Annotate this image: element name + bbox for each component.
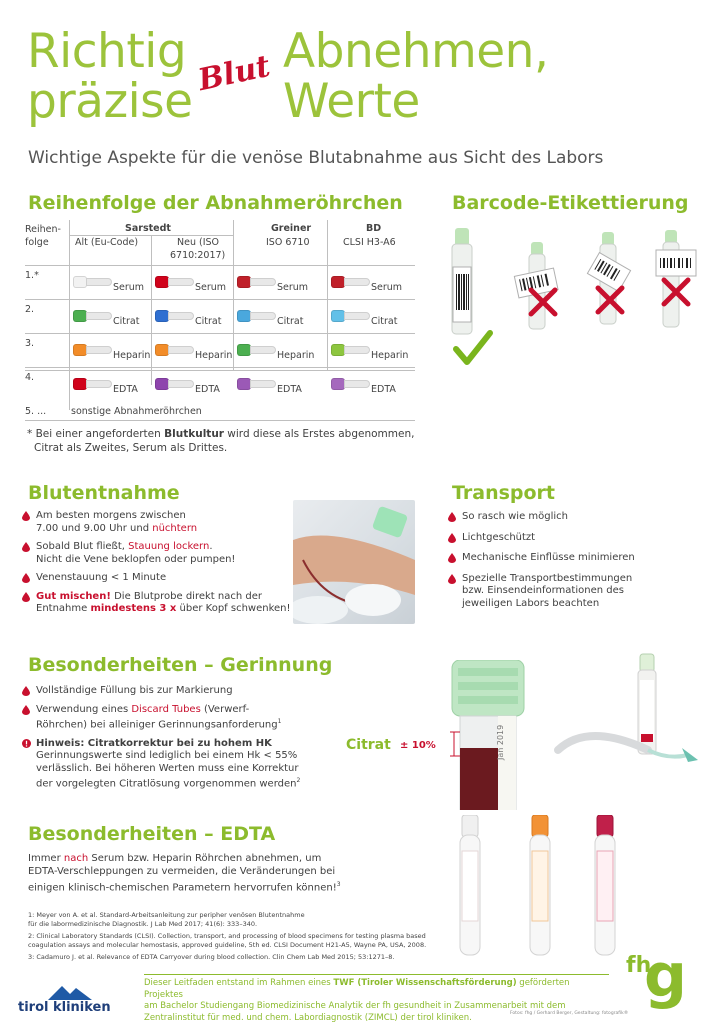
list-item: Vollständige Füllung bis zur Markierung	[22, 685, 322, 698]
tube-body	[250, 278, 276, 286]
tube-label: EDTA	[371, 384, 396, 395]
row-divider	[25, 333, 415, 334]
tube-label: Serum	[195, 282, 227, 293]
citrat-tube-text: Jan 2019	[496, 724, 505, 760]
col-bd-sub: CLSI H3-A6	[343, 237, 396, 248]
tube-cap	[237, 378, 251, 390]
blutkultur-note: * Bei einer angeforderten Blutkultur wird diese als Erstes abgenommen, Citrat als Zweites, Serum als Drittes.	[27, 428, 415, 454]
col-sarstedt: Sarstedt	[125, 223, 171, 234]
tube-body	[344, 380, 370, 388]
tube-cap	[73, 344, 87, 356]
tube-label: Heparin	[371, 350, 409, 361]
drop-icon	[22, 592, 30, 602]
transport-heading: Transport	[452, 482, 556, 504]
tube-order-table	[25, 220, 415, 430]
tirol-kliniken-logo: tirol kliniken	[18, 982, 128, 1016]
tube-cap	[155, 344, 169, 356]
tube-red	[595, 815, 615, 955]
tube-label: Serum	[113, 282, 145, 293]
tube-white	[460, 815, 480, 955]
tube-cap	[155, 378, 169, 390]
tube-body	[168, 346, 194, 354]
tube-body	[168, 312, 194, 320]
drop-icon	[22, 542, 30, 552]
tube-cap	[331, 378, 345, 390]
list-item: Spezielle Transportbestimmungen bzw. Einsendeinformationen des jeweiligen Labors beachten	[448, 573, 708, 611]
row-divider	[25, 299, 415, 300]
cross-icon	[527, 286, 559, 318]
subtitle: Wichtige Aspekte für die venöse Blutabnahme aus Sicht des Labors	[28, 148, 604, 168]
tube-body	[344, 312, 370, 320]
tube-cap	[155, 310, 169, 322]
tube-cap	[331, 344, 345, 356]
tube-cap	[73, 276, 87, 288]
tube-cap	[237, 276, 251, 288]
mountain-icon	[46, 982, 96, 1002]
tube-label: EDTA	[195, 384, 220, 395]
tube-label: Citrat	[195, 316, 222, 327]
tube-body	[250, 380, 276, 388]
citrat-tube-photo	[440, 660, 540, 810]
row-num: 3.	[25, 338, 35, 349]
tube-label: Citrat	[277, 316, 304, 327]
col-sarstedt-neu-2: 6710:2017)	[170, 250, 226, 261]
footer-text: Dieser Leitfaden entstand im Rahmen eines TWF (Tiroler Wissenschaftsförderung) geförderten Projektes am Bachelor Studiengang Biomedizinische Analytik der fh gesundheit in Zusammenarbeit mit dem Zentralinstitut für med. und chem. Labordiagnostik (ZIMCL) der tirol kliniken.	[144, 974, 609, 1024]
tube-body	[168, 380, 194, 388]
tube-cap	[155, 276, 169, 288]
list-item: Verwendung eines Discard Tubes (Verwerf- Röhrchen) bei alleiniger Gerinnungsanforderung$^1$	[22, 704, 322, 732]
tube-label: Heparin	[277, 350, 315, 361]
cross-icon	[594, 284, 626, 316]
row-num: 2.	[25, 304, 35, 315]
tube-label: Citrat	[113, 316, 140, 327]
title-line1-left: Richtig	[27, 24, 187, 79]
check-icon	[453, 330, 493, 366]
tube-cap	[73, 310, 87, 322]
tube-label: EDTA	[277, 384, 302, 395]
row-num: 1.*	[25, 270, 39, 281]
col-order-2: folge	[25, 237, 49, 248]
tube-cap	[237, 344, 251, 356]
cross-icon	[660, 276, 692, 308]
drop-icon	[448, 533, 456, 543]
list-item: Mechanische Einflüsse minimieren	[448, 552, 708, 565]
blood-draw-photo	[293, 500, 415, 624]
tube-body	[168, 278, 194, 286]
row-num: 4.	[25, 372, 35, 383]
title-line2-right: Werte	[283, 74, 420, 129]
row5-num: 5. ...	[25, 406, 47, 417]
tube-body	[344, 346, 370, 354]
list-item: Sobald Blut fließt, Stauung lockern. Nicht die Vene beklopfen oder pumpen!	[22, 541, 292, 566]
list-item: So rasch wie möglich	[448, 511, 708, 524]
drop-icon	[448, 574, 456, 584]
tube-cap	[331, 310, 345, 322]
drop-icon	[22, 686, 30, 696]
list-item: Gut mischen! Die Blutprobe direkt nach der Entnahme mindestens 3 x über Kopf schwenken!	[22, 591, 292, 616]
info-icon	[22, 739, 31, 748]
gerinnung-list	[22, 685, 322, 791]
references: 1: Meyer von A. et al. Standard-Arbeitsanleitung zur peripher venösen Blutentnahme für die labormedizinische Diagnostik. J Lab Med 2017; 41(6): 333–340. 2: Clinical Laboratory Standards (CLSI). Collection, transport, and processing of blood specimens for testing plasma based coagulation assays and molecular hemostasis, approved guideline, 5th ed. CLSI Document H21-A5, Wayne PA, USA, 2008. 3: Cadamuro J. et al. Relevance of EDTA Carryover during blood collection. Clin Chem Lab Med 2015; 53:1271–8.	[28, 911, 427, 961]
tube-body	[344, 278, 370, 286]
tube-cap	[73, 378, 87, 390]
col-greiner-sub: ISO 6710	[266, 237, 310, 248]
transport-list	[448, 511, 708, 610]
col-bd: BD	[366, 223, 382, 234]
tube-body	[86, 380, 112, 388]
tube-body	[250, 346, 276, 354]
list-item: Venenstauung < 1 Minute	[22, 572, 292, 585]
tube-orange	[530, 815, 550, 955]
title-line1-right: Abnehmen,	[283, 24, 549, 79]
citrat-pct: ± 10%	[400, 740, 436, 751]
title-blut: Blut	[195, 48, 274, 99]
col-sarstedt-neu-1: Neu (ISO	[177, 237, 220, 248]
tube-label: Serum	[277, 282, 309, 293]
tube-label: Citrat	[371, 316, 398, 327]
tube-cap	[331, 276, 345, 288]
reihenfolge-heading: Reihenfolge der Abnahmeröhrchen	[28, 192, 403, 214]
barcode-heading: Barcode-Etikettierung	[452, 192, 689, 214]
row5-text: sonstige Abnahmeröhrchen	[71, 406, 202, 417]
row-divider	[25, 367, 415, 368]
photo-credit: Fotos: fhg / Gerhard Berger, Gestaltung: fotografik®	[510, 1011, 629, 1016]
list-item: Hinweis: Citratkorrektur bei zu hohem HK Gerinnungswerte sind lediglich bei einem Hk < 55% verlässlich. Bei höheren Werten muss eine Korrektur der vorgelegten Citratlösung vorgenommen werden$^2$	[22, 738, 322, 791]
col-order-1: Reihen-	[25, 224, 61, 235]
tube-body	[86, 278, 112, 286]
tube-label: Heparin	[113, 350, 151, 361]
tube-label: EDTA	[113, 384, 138, 395]
col-sarstedt-alt: Alt (Eu-Code)	[75, 237, 139, 248]
tube-label: Serum	[371, 282, 403, 293]
tube-body	[86, 346, 112, 354]
tube-label: Heparin	[195, 350, 233, 361]
title-line2-left: präzise	[27, 74, 193, 129]
tube-cap	[237, 310, 251, 322]
discard-tube-photo	[548, 650, 708, 790]
blutentnahme-list	[22, 510, 292, 616]
drop-icon	[448, 512, 456, 522]
citrat-label: Citrat	[346, 737, 391, 753]
drop-icon	[22, 511, 30, 521]
tube-body	[250, 312, 276, 320]
edta-tubes-photo	[440, 815, 640, 965]
edta-heading: Besonderheiten – EDTA	[28, 823, 276, 845]
list-item: Lichtgeschützt	[448, 532, 708, 545]
tube-body	[86, 312, 112, 320]
drop-icon	[448, 553, 456, 563]
gerinnung-heading: Besonderheiten – Gerinnung	[28, 654, 333, 676]
col-greiner: Greiner	[271, 223, 312, 234]
drop-icon	[22, 573, 30, 583]
blutentnahme-heading: Blutentnahme	[28, 482, 180, 504]
drop-icon	[22, 705, 30, 715]
edta-text: Immer nach Serum bzw. Heparin Röhrchen abnehmen, um EDTA-Verschleppungen zu vermeiden, die Veränderungen bei einigen klinisch-chemischen Parametern hervorrufen können!$^3$	[28, 853, 341, 894]
list-item: Am besten morgens zwischen 7.00 und 9.00 Uhr und nüchtern	[22, 510, 292, 535]
barcode-tube-correct	[452, 228, 472, 334]
fh-gesundheit-logo: fh g	[626, 941, 687, 1011]
